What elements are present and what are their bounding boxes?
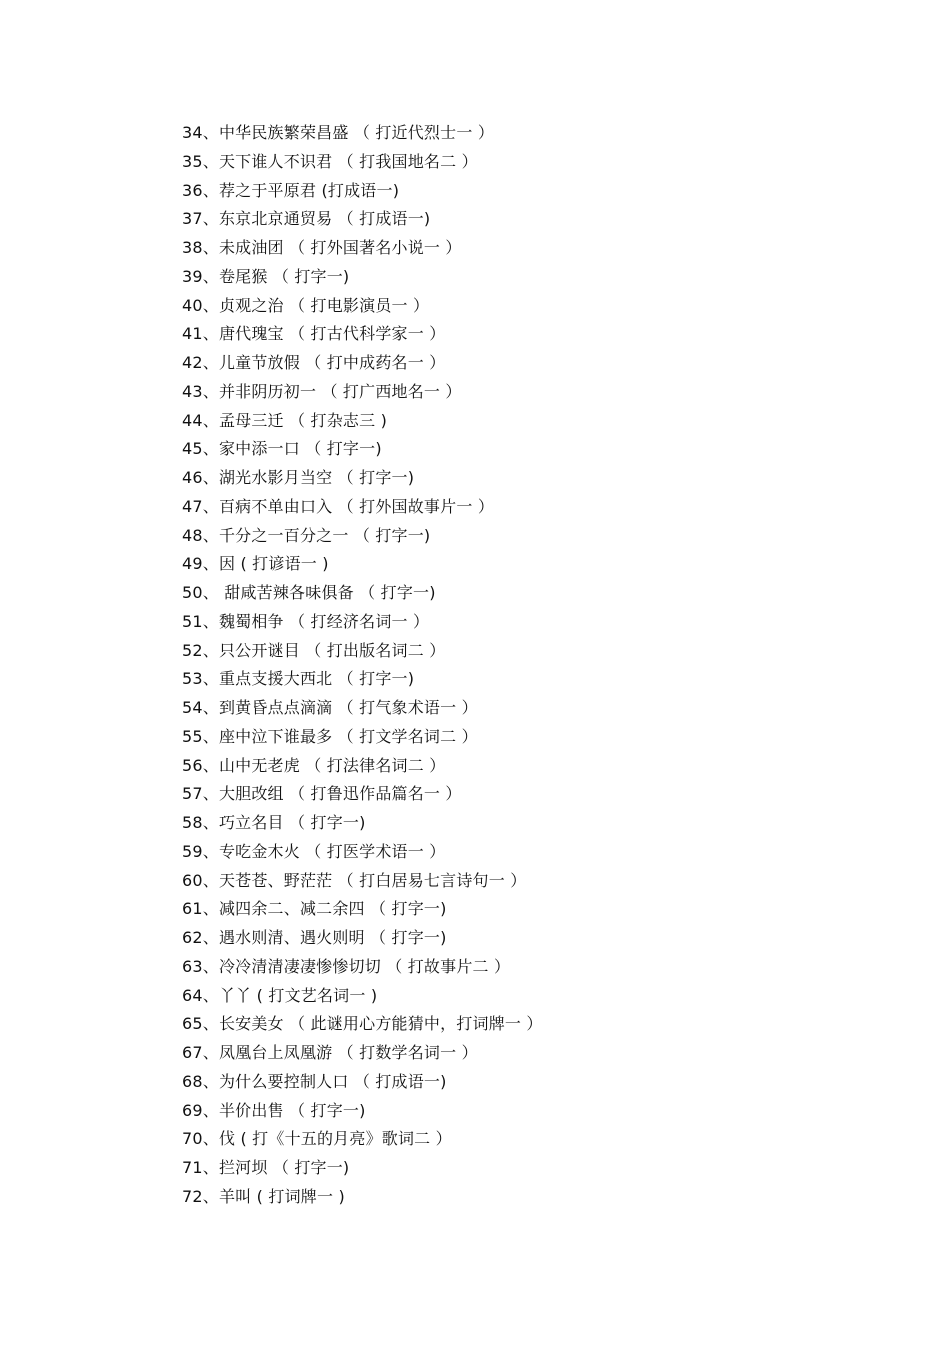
riddle-item: 53、重点支援大西北 （ 打字一) [182, 669, 415, 689]
riddle-item: 57、大胆改组 （ 打鲁迅作品篇名一 ） [182, 784, 462, 804]
riddle-item: 59、专吃金木火 （ 打医学术语一 ） [182, 841, 446, 861]
riddle-item: 54、到黄昏点点滴滴 （ 打气象术语一 ） [182, 698, 478, 717]
riddle-item: 40、贞观之治 （ 打电影演员一 ） [182, 295, 430, 315]
riddle-item: 52、只公开谜目 （ 打出版名词二 ） [182, 640, 446, 660]
riddle-item: 60、天苍苍、野茫茫 （ 打白居易七言诗句一 ） [182, 870, 527, 890]
riddle-item: 42、儿童节放假 （ 打中成药名一 ） [182, 353, 446, 372]
riddle-item: 37、东京北京通贸易 （ 打成语一) [182, 209, 431, 229]
riddle-item: 70、伐 ( 打《十五的月亮》歌词二 ） [182, 1129, 452, 1149]
riddle-item: 46、湖光水影月当空 （ 打字一) [182, 468, 415, 487]
riddle-item: 64、丫丫 ( 打文艺名词一 ) [182, 985, 378, 1005]
riddle-item: 49、因 ( 打谚语一 ) [182, 554, 329, 574]
riddle-item: 39、卷尾猴 （ 打字一) [182, 266, 350, 286]
riddle-item: 61、减四余二、减二余四 （ 打字一) [182, 899, 447, 919]
riddle-item: 34、中华民族繁荣昌盛 （ 打近代烈士一 ） [182, 123, 495, 142]
riddle-item: 68、为什么要控制人口 （ 打成语一) [182, 1071, 447, 1091]
riddle-item: 72、羊叫 ( 打词牌一 ) [182, 1186, 345, 1206]
riddle-list [182, 119, 882, 1212]
riddle-item: 63、冷冷清清凄凄惨惨切切 （ 打故事片二 ） [182, 956, 511, 976]
riddle-item: 62、遇水则清、遇火则明 （ 打字一) [182, 928, 447, 947]
riddle-item: 67、凤凰台上凤凰游 （ 打数学名词一 ） [182, 1043, 478, 1062]
riddle-item: 58、巧立名目 （ 打字一) [182, 813, 366, 832]
riddle-item: 35、天下谁人不识君 （ 打我国地名二 ） [182, 151, 478, 171]
riddle-item: 56、山中无老虎 （ 打法律名词二 ） [182, 755, 446, 775]
riddle-item: 38、未成油团 （ 打外国著名小说一 ） [182, 238, 462, 257]
riddle-item: 45、家中添一口 （ 打字一) [182, 439, 382, 459]
riddle-item: 71、拦河坝 （ 打字一) [182, 1158, 350, 1177]
riddle-item: 41、唐代瑰宝 （ 打古代科学家一 ） [182, 324, 446, 344]
riddle-item: 65、长安美女 （ 此谜用心方能猜中，打词牌一 ） [182, 1014, 543, 1034]
riddle-item: 51、魏蜀相争 （ 打经济名词一 ） [182, 611, 430, 631]
riddle-item: 47、百病不单由口入 （ 打外国故事片一 ） [182, 496, 495, 516]
riddle-item: 50、 甜咸苦辣各味俱备 （ 打字一) [182, 583, 436, 602]
riddle-item: 43、并非阴历初一 （ 打广西地名一 ） [182, 381, 462, 401]
riddle-item: 44、孟母三迁 （ 打杂志三 ) [182, 410, 388, 430]
riddle-item: 48、千分之一百分之一 （ 打字一) [182, 525, 431, 545]
riddle-item: 55、座中泣下谁最多 （ 打文学名词二 ） [182, 726, 478, 746]
riddle-item: 69、半价出售 （ 打字一) [182, 1100, 366, 1120]
riddle-item: 36、荐之于平原君 (打成语一) [182, 180, 400, 200]
